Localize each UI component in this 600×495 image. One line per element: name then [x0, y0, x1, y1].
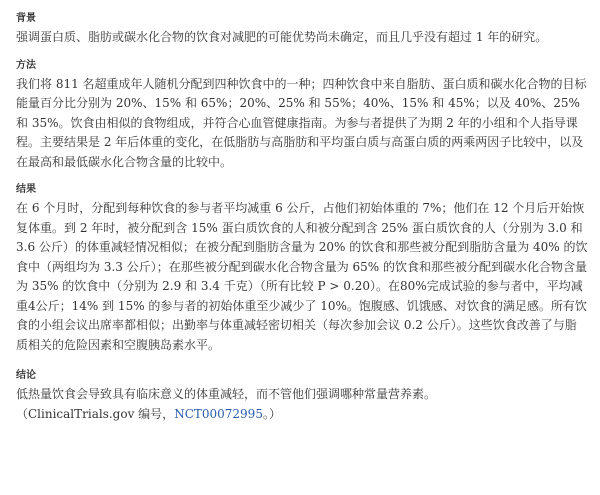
methods-heading: 方法 — [16, 59, 36, 71]
conclusions-section — [16, 369, 588, 424]
methods-text: 我们将 811 名超重成年人随机分配到四种饮食中的一种；四种饮食中来自脂肪、蛋白质和碳水化合物的目标能量百分比分别为 20%、15% 和 65%；20%、25% 和 55%；40%、15% 和 45%；以及 40%、25% 和 35%。饮食由相似的食物组成，并符合心血管健康指南。为参与者提供了为期 2 年的小组和个人指导课程。主要结果是 2 年后体重的变化，在低脂肪与高脂肪和平均蛋白质与高蛋白质的两乘两因子比较中，以及在最高和最低碳水化合物含量的比较中。 — [16, 76, 587, 169]
trial-prefix: （ClinicalTrials.gov 编号， — [16, 406, 175, 421]
results-heading: 结果 — [16, 184, 36, 195]
conclusions-heading: 结论 — [16, 370, 36, 381]
methods-section — [16, 59, 588, 173]
background-section — [16, 12, 588, 48]
trial-registration — [16, 405, 588, 425]
trial-id-link[interactable]: NCT00072995 — [174, 406, 263, 421]
background-text: 强调蛋白质、脂肪或碳水化合物的饮食对减肥的可能优势尚未确定，而且几乎没有超过 1 年的研究。 — [16, 30, 548, 44]
trial-suffix: 。） — [262, 406, 281, 421]
background-heading: 背景 — [16, 13, 36, 24]
results-section — [16, 183, 588, 355]
conclusions-text: 低热量饮食会导致具有临床意义的体重减轻，而不管他们强调哪种常量营养素。 — [16, 387, 437, 401]
results-text: 在 6 个月时，分配到每种饮食的参与者平均减重 6 公斤，占他们初始体重的 7%；他们在 12 个月后开始恢复体重。到 2 年时，被分配到含 15% 蛋白质饮食的人和被分配到含 25% 蛋白质饮食的人（分别为 3.0 和 3.6 公斤）的体重减轻情况相似；在被分配到脂肪含量为 20% 的饮食和那些被分配到脂肪含量为 40% 的饮食中（两组均为 3.3 公斤）；在那些被分配到碳水化合物含量为 65% 的饮食和那些被分配到碳水化合物含量为 35% 的饮食中（分别为 2.9 和 3.4 千克）（所有比较 P > 0.20）。在80%完成试验的参与者中，平均减重4公斤；14% 到 15% 的参与者的初始体重至少减少了 10%。饱腹感、饥饿感、对饮食的满足感。所有饮食的小组会议出席率都相似；出勤率与体重减轻密切相关（每次参加会议 0.2 公斤）。这些饮食改善了与脂质相关的危险因素和空腹胰岛素水平。 — [16, 201, 588, 352]
